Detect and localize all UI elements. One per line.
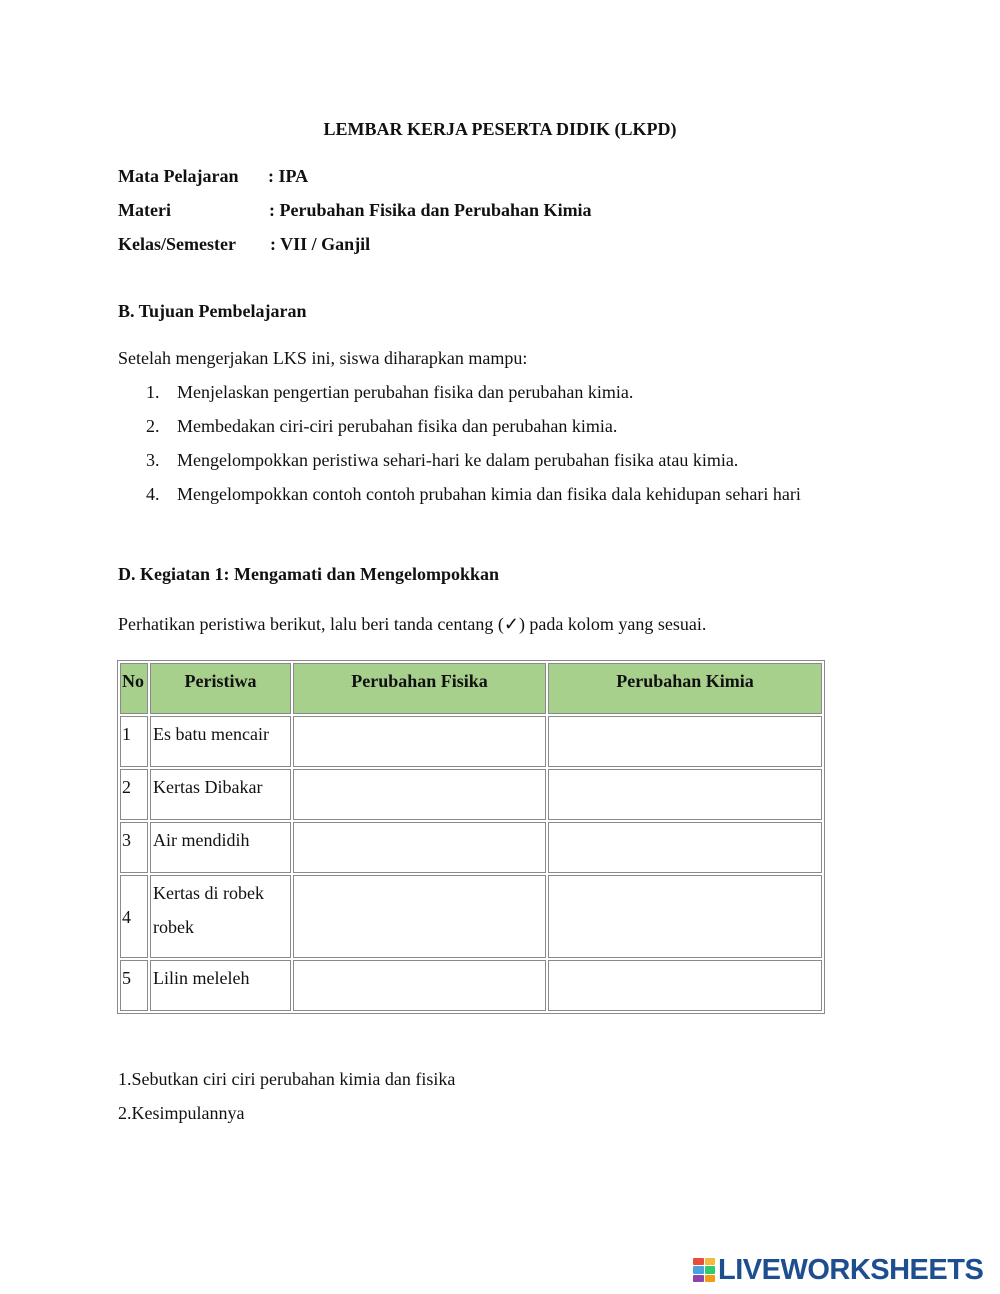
answer-cell-physical[interactable] bbox=[293, 875, 546, 958]
table-row bbox=[120, 769, 822, 820]
header-no: No bbox=[120, 663, 148, 714]
answer-cell-physical[interactable] bbox=[293, 716, 546, 767]
list-item-number: 2. bbox=[146, 416, 160, 436]
logo-square bbox=[705, 1266, 716, 1273]
row-number: 4 bbox=[120, 875, 148, 958]
answer-cell-physical[interactable] bbox=[293, 822, 546, 873]
logo-square bbox=[705, 1258, 716, 1265]
meta-value: : VII / Ganjil bbox=[270, 234, 371, 254]
list-item-text: Mengelompokkan contoh contoh prubahan kimia dan fisika dala kehidupan sehari hari bbox=[177, 484, 801, 504]
list-item-number: 1. bbox=[146, 382, 160, 402]
meta-key: Mata Pelajaran bbox=[118, 166, 239, 186]
answer-cell-chemical[interactable] bbox=[548, 769, 822, 820]
meta-key: Materi bbox=[118, 200, 171, 220]
meta-value: : IPA bbox=[268, 166, 309, 186]
answer-cell-chemical[interactable] bbox=[548, 960, 822, 1011]
table-row bbox=[120, 716, 822, 767]
answer-cell-physical[interactable] bbox=[293, 960, 546, 1011]
logo-wordmark: LIVEWORKSHEETS bbox=[718, 1254, 984, 1286]
logo-square bbox=[693, 1266, 704, 1273]
section-b-intro: Setelah mengerjakan LKS ini, siswa diharapkan mampu: bbox=[118, 348, 528, 368]
worksheet-table bbox=[117, 660, 825, 1014]
row-event: Kertas Dibakar bbox=[150, 769, 291, 820]
row-number: 3 bbox=[120, 822, 148, 873]
list-item-number: 3. bbox=[146, 450, 160, 470]
list-item-text: Mengelompokkan peristiwa sehari-hari ke dalam perubahan fisika atau kimia. bbox=[177, 450, 739, 470]
section-d-heading: D. Kegiatan 1: Mengamati dan Mengelompokkan bbox=[118, 564, 500, 584]
header-physical-change: Perubahan Fisika bbox=[293, 663, 546, 714]
list-item bbox=[146, 414, 801, 448]
logo-grid-icon bbox=[693, 1258, 715, 1282]
row-number: 1 bbox=[120, 716, 148, 767]
section-b-heading: B. Tujuan Pembelajaran bbox=[118, 301, 307, 321]
logo-square bbox=[693, 1275, 704, 1282]
answer-cell-chemical[interactable] bbox=[548, 875, 822, 958]
table-row bbox=[120, 875, 822, 958]
row-event: Air mendidih bbox=[150, 822, 291, 873]
row-number: 2 bbox=[120, 769, 148, 820]
table-row bbox=[120, 822, 822, 873]
answer-cell-chemical[interactable] bbox=[548, 716, 822, 767]
list-item bbox=[146, 448, 801, 482]
row-event: Es batu mencair bbox=[150, 716, 291, 767]
row-event: Kertas di robek robek bbox=[150, 875, 291, 958]
question-2: 2.Kesimpulannya bbox=[118, 1103, 245, 1123]
list-item bbox=[146, 380, 801, 414]
objective-list bbox=[146, 380, 801, 516]
header-event: Peristiwa bbox=[150, 663, 291, 714]
list-item bbox=[146, 482, 801, 516]
logo-square bbox=[693, 1258, 704, 1265]
row-event: Lilin meleleh bbox=[150, 960, 291, 1011]
section-d-instruction: Perhatikan peristiwa berikut, lalu beri tanda centang (✓) pada kolom yang sesuai. bbox=[118, 614, 707, 634]
answer-cell-physical[interactable] bbox=[293, 769, 546, 820]
liveworksheets-logo bbox=[693, 1255, 983, 1285]
list-item-text: Membedakan ciri-ciri perubahan fisika dan perubahan kimia. bbox=[177, 416, 618, 436]
answer-cell-chemical[interactable] bbox=[548, 822, 822, 873]
logo-square bbox=[705, 1275, 716, 1282]
list-item-number: 4. bbox=[146, 484, 160, 504]
table-header-row bbox=[120, 663, 822, 714]
meta-key: Kelas/Semester bbox=[118, 234, 236, 254]
table-row bbox=[120, 960, 822, 1011]
row-number: 5 bbox=[120, 960, 148, 1011]
header-chemical-change: Perubahan Kimia bbox=[548, 663, 822, 714]
question-1: 1.Sebutkan ciri ciri perubahan kimia dan fisika bbox=[118, 1069, 456, 1089]
meta-value: : Perubahan Fisika dan Perubahan Kimia bbox=[269, 200, 592, 220]
list-item-text: Menjelaskan pengertian perubahan fisika dan perubahan kimia. bbox=[177, 382, 634, 402]
document-title: LEMBAR KERJA PESERTA DIDIK (LKPD) bbox=[323, 119, 677, 139]
